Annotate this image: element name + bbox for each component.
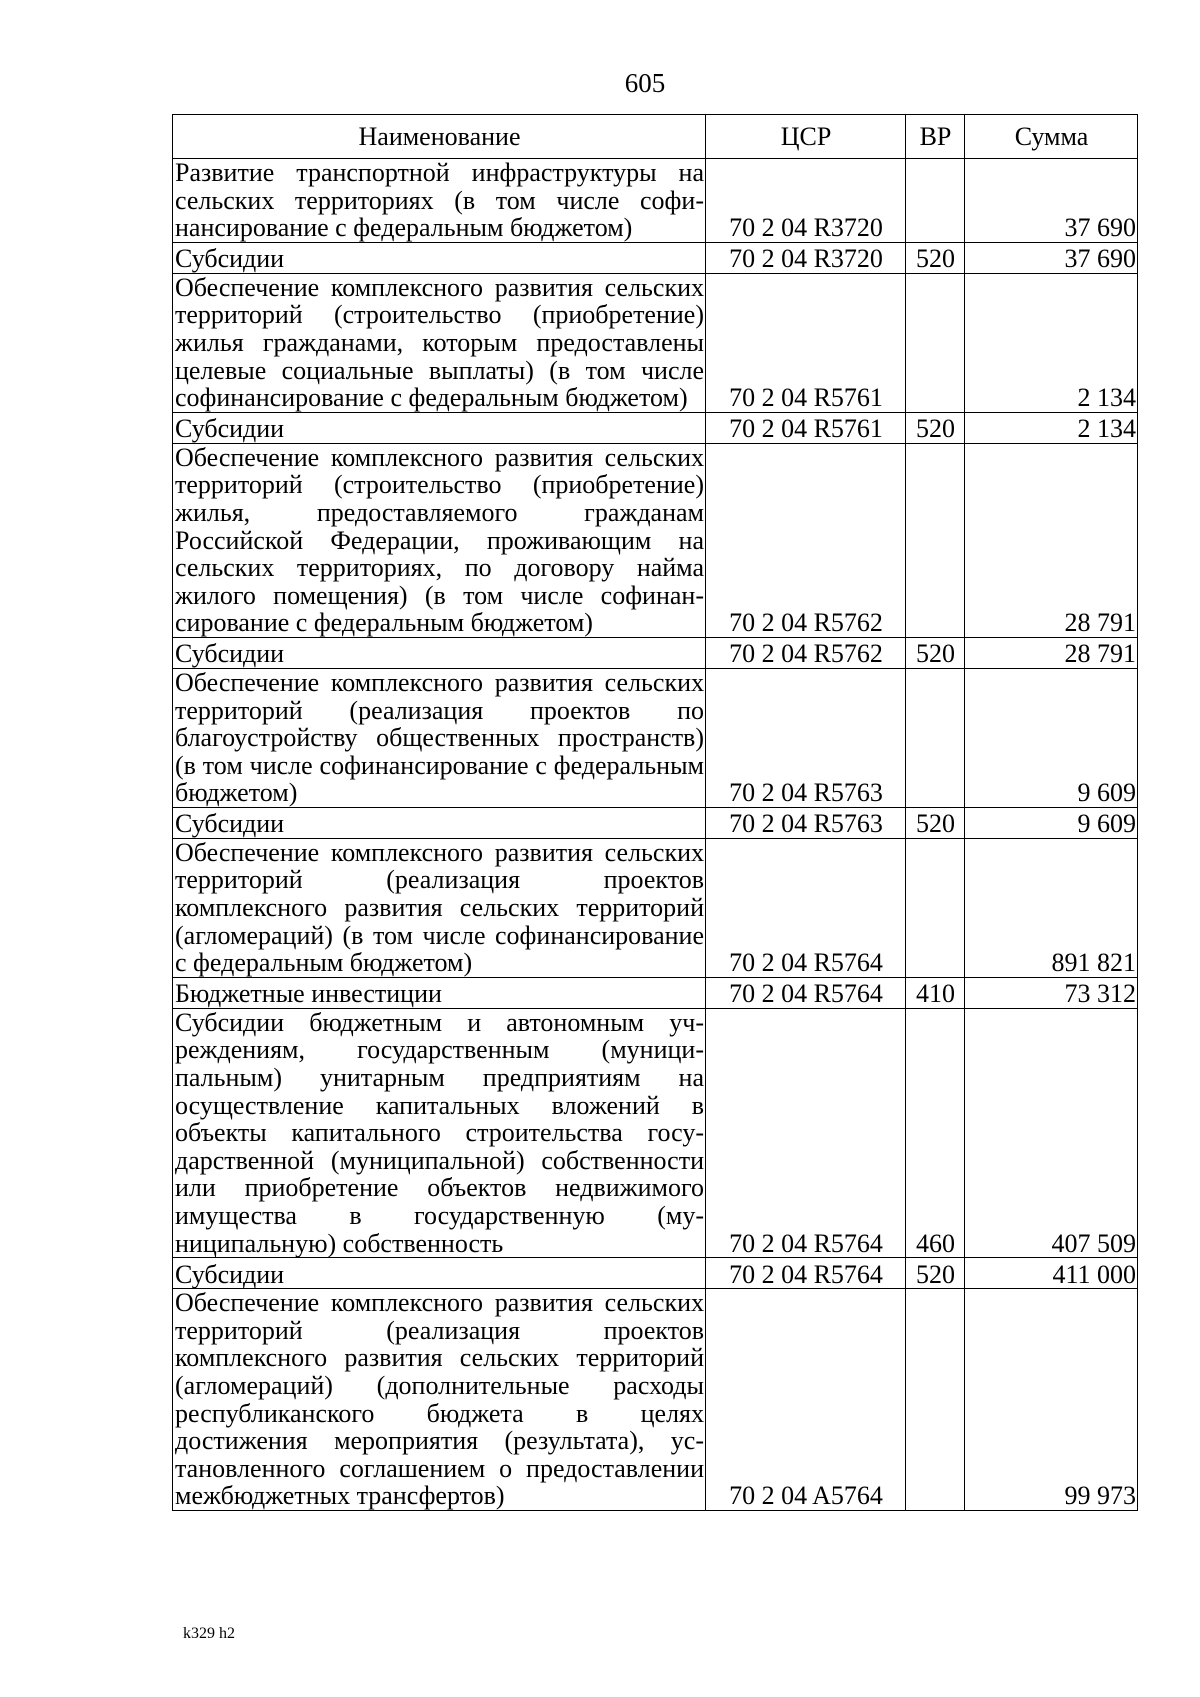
row-vr-cell xyxy=(906,273,965,412)
row-name-cell: Субсидии xyxy=(173,807,706,838)
row-name-cell: Обеспечение комплексного развития сельских территорий (строительство (приобретение) жилья, предоставляемого гражданам Российской Федерации, проживающим на сельских территориях, по договору найма жилого помещения) (в том числе софинансирование с федеральным бюджетом) xyxy=(173,443,706,637)
row-name-cell: Субсидии xyxy=(173,412,706,443)
table-row xyxy=(173,159,1138,243)
row-name-cell: Субсидии xyxy=(173,637,706,668)
row-name-cell: Обеспечение комплексного развития сельских территорий (реализация проектов комплексного развития сельских территорий (агломераций) (в том числе софинансирование с федеральным бюджетом) xyxy=(173,838,706,977)
document-code: k329 h2 xyxy=(183,1625,235,1642)
table-row xyxy=(173,668,1138,807)
row-name-cell: Обеспечение комплексного развития сельских территорий (реализация проектов по благоустройству общественных пространств) (в том числе софинансирование с федеральным бюджетом) xyxy=(173,668,706,807)
row-vr-cell xyxy=(906,443,965,637)
row-csr-cell: 70 2 04 R5762 xyxy=(706,637,906,668)
row-csr-cell: 70 2 04 R5764 xyxy=(706,1258,906,1289)
header-name: Наименование xyxy=(173,115,706,159)
row-vr-cell: 520 xyxy=(906,1258,965,1289)
row-csr-cell: 70 2 04 R3720 xyxy=(706,159,906,243)
row-sum-cell: 73 312 xyxy=(965,977,1138,1008)
row-sum-cell: 2 134 xyxy=(965,412,1138,443)
row-sum-cell: 2 134 xyxy=(965,273,1138,412)
row-name-cell: Субсидии xyxy=(173,1258,706,1289)
table-row xyxy=(173,273,1138,412)
row-csr-cell: 70 2 04 R5761 xyxy=(706,273,906,412)
table-row xyxy=(173,443,1138,637)
row-name-cell: Субсидии xyxy=(173,242,706,273)
row-csr-cell: 70 2 04 R3720 xyxy=(706,242,906,273)
row-vr-cell xyxy=(906,838,965,977)
table-row xyxy=(173,637,1138,668)
table-row xyxy=(173,1008,1138,1257)
header-csr: ЦСР xyxy=(706,115,906,159)
row-csr-cell: 70 2 04 R5763 xyxy=(706,807,906,838)
row-csr-cell: 70 2 04 A5764 xyxy=(706,1289,906,1511)
row-vr-cell xyxy=(906,668,965,807)
table-row xyxy=(173,242,1138,273)
table-row xyxy=(173,1289,1138,1511)
row-vr-cell: 460 xyxy=(906,1008,965,1257)
row-sum-cell: 37 690 xyxy=(965,242,1138,273)
page-number: 605 xyxy=(624,68,666,98)
table-row xyxy=(173,1258,1138,1289)
row-name-cell: Субсидии бюджетным и автономным учреждениям, государственным (муниципальным) унитарным предприятиям на осуществление капитальных вложений в объекты капитального строительства государственной (муниципальной) собственности или приобретение объектов недвижимого имущества в государственную (муниципальную) собственность xyxy=(173,1008,706,1257)
table-header xyxy=(173,115,1138,159)
row-sum-cell: 28 791 xyxy=(965,637,1138,668)
table-row xyxy=(173,977,1138,1008)
budget-table xyxy=(172,114,1138,1511)
row-sum-cell: 891 821 xyxy=(965,838,1138,977)
row-vr-cell: 520 xyxy=(906,242,965,273)
header-sum: Сумма xyxy=(965,115,1138,159)
row-sum-cell: 9 609 xyxy=(965,668,1138,807)
row-vr-cell xyxy=(906,1289,965,1511)
row-vr-cell: 520 xyxy=(906,807,965,838)
row-vr-cell: 520 xyxy=(906,637,965,668)
row-csr-cell: 70 2 04 R5761 xyxy=(706,412,906,443)
table-row xyxy=(173,807,1138,838)
table-row xyxy=(173,838,1138,977)
row-sum-cell: 28 791 xyxy=(965,443,1138,637)
row-csr-cell: 70 2 04 R5764 xyxy=(706,838,906,977)
row-vr-cell: 410 xyxy=(906,977,965,1008)
header-row xyxy=(173,115,1138,159)
row-name-cell: Бюджетные инвестиции xyxy=(173,977,706,1008)
row-vr-cell xyxy=(906,159,965,243)
row-csr-cell: 70 2 04 R5762 xyxy=(706,443,906,637)
row-name-cell: Обеспечение комплексного развития сельских территорий (строительство (приобретение) жилья гражданами, которым предоставлены целевые социальные выплаты) (в том числе софинансирование с федеральным бюджетом) xyxy=(173,273,706,412)
row-name-cell: Обеспечение комплексного развития сельских территорий (реализация проектов комплексного развития сельских территорий (агломераций) (дополнительные расходы республиканского бюджета в целях достижения мероприятия (результата), установленного соглашением о предоставлении межбюджетных трансфертов) xyxy=(173,1289,706,1511)
row-sum-cell: 99 973 xyxy=(965,1289,1138,1511)
row-csr-cell: 70 2 04 R5763 xyxy=(706,668,906,807)
table-row xyxy=(173,412,1138,443)
row-sum-cell: 411 000 xyxy=(965,1258,1138,1289)
row-name-cell: Развитие транспортной инфраструктуры на сельских территориях (в том числе софинансирование с федеральным бюджетом) xyxy=(173,159,706,243)
row-sum-cell: 407 509 xyxy=(965,1008,1138,1257)
table-body xyxy=(173,159,1138,1511)
row-csr-cell: 70 2 04 R5764 xyxy=(706,1008,906,1257)
row-sum-cell: 37 690 xyxy=(965,159,1138,243)
header-vr: ВР xyxy=(906,115,965,159)
row-vr-cell: 520 xyxy=(906,412,965,443)
row-csr-cell: 70 2 04 R5764 xyxy=(706,977,906,1008)
row-sum-cell: 9 609 xyxy=(965,807,1138,838)
